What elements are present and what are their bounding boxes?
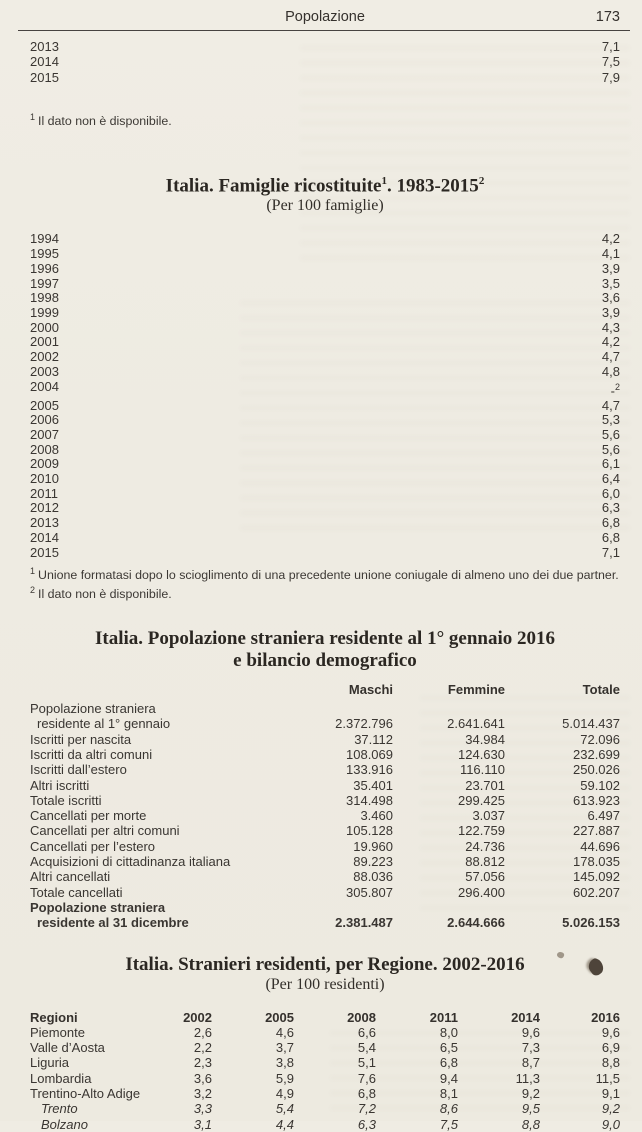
value-totale: 59.102	[580, 777, 620, 793]
year-label: 2000	[30, 319, 59, 335]
value-maschi: 2.372.796	[335, 716, 393, 732]
value-2002: 2,2	[193, 1040, 212, 1056]
value-2011: 8,1	[439, 1086, 458, 1102]
value-2002: 3,3	[193, 1101, 212, 1117]
table-row	[30, 1040, 620, 1055]
value-totale: 250.026	[573, 762, 620, 778]
region-label: Bolzano	[41, 1116, 88, 1132]
row-label: Totale iscritti	[30, 792, 102, 808]
year-row	[30, 321, 620, 336]
row-label: Acquisizioni di cittadinanza italiana	[30, 854, 231, 870]
value-2002: 2,3	[193, 1055, 212, 1071]
section-title-line1: Italia. Popolazione straniera residente al 1° gennaio 2016	[94, 628, 556, 650]
year-row	[30, 262, 620, 277]
row-label: Iscritti da altri comuni	[30, 747, 153, 762]
table-row	[30, 900, 620, 931]
table-row	[30, 701, 620, 732]
year-value: 3,6	[601, 290, 620, 306]
year-row	[30, 443, 620, 458]
year-value: 3,9	[601, 304, 620, 320]
year-label: 2010	[30, 471, 59, 487]
row-label: Altri cancellati	[30, 869, 111, 885]
table-row	[30, 854, 620, 869]
running-header	[30, 9, 620, 28]
value-maschi: 314.498	[346, 792, 393, 808]
year-value: 4,7	[601, 349, 620, 365]
year-row	[30, 428, 620, 443]
bilancio-header-row	[30, 682, 620, 701]
year-row	[30, 457, 620, 472]
footnote	[30, 110, 620, 129]
value-femmine: 296.400	[458, 884, 505, 900]
region-label: Valle d’Aosta	[30, 1040, 105, 1056]
year-label: 1998	[30, 290, 59, 306]
row-label: Cancellati per l’estero	[30, 838, 156, 854]
value-femmine: 88.812	[465, 854, 505, 870]
value-totale: 613.923	[573, 792, 620, 808]
value-femmine: 2.641.641	[447, 716, 505, 732]
year-label: 2004	[30, 378, 59, 394]
row-label: Iscritti per nascita	[30, 731, 132, 747]
regioni-table	[30, 1010, 620, 1132]
value-maschi: 3.460	[360, 808, 393, 824]
section-title-line2: e bilancio demografico	[233, 650, 417, 672]
footnote	[30, 564, 620, 583]
value-2016: 9,1	[601, 1086, 620, 1102]
column-header-2014: 2014	[511, 1009, 540, 1025]
year-row	[30, 365, 620, 380]
value-2008: 6,8	[357, 1086, 376, 1102]
year-value: 6,8	[601, 529, 620, 545]
year-label: 2009	[30, 456, 59, 472]
column-header-2002: 2002	[183, 1009, 212, 1025]
value-2011: 8,0	[439, 1024, 458, 1040]
column-header-2008: 2008	[347, 1009, 376, 1025]
table-row	[30, 808, 620, 823]
table-row	[30, 839, 620, 854]
year-value: 5,6	[601, 426, 620, 442]
year-row	[30, 380, 620, 399]
year-label: 2006	[30, 412, 59, 428]
table-row	[30, 1071, 620, 1086]
value-femmine: 116.110	[459, 762, 505, 778]
value-femmine: 24.736	[465, 838, 505, 854]
value-2008: 6,6	[357, 1024, 376, 1040]
value-femmine: 3.037	[472, 808, 505, 824]
value-2014: 9,6	[521, 1024, 540, 1040]
year-value: 5,3	[601, 412, 620, 428]
table-row	[30, 762, 620, 777]
value-2008: 5,4	[357, 1040, 376, 1056]
year-value: 6,1	[601, 456, 620, 472]
value-maschi: 89.223	[353, 854, 393, 870]
year-row	[30, 232, 620, 247]
table-row	[30, 778, 620, 793]
year-label: 2002	[30, 349, 59, 365]
value-totale: 602.207	[573, 884, 620, 900]
section-title: Italia. Famiglie ricostituite$^1$. 1983-2015$^2$	[165, 175, 485, 197]
year-label: 2015	[30, 69, 59, 85]
year-row	[30, 472, 620, 487]
year-value: 4,8	[601, 363, 620, 379]
year-value: 7,5	[601, 54, 620, 70]
value-totale: 44.696	[580, 838, 620, 854]
row-label: Totale cancellati	[30, 884, 123, 900]
year-value: 5,6	[601, 441, 620, 457]
table-row	[30, 793, 620, 808]
year-value: 6,3	[601, 500, 620, 516]
row-label: Cancellati per altri comuni	[30, 823, 180, 839]
value-femmine: 34.984	[465, 731, 505, 747]
value-maschi: 35.401	[353, 777, 393, 793]
value-2008: 5,1	[357, 1055, 376, 1071]
year-label: 2003	[30, 363, 59, 379]
value-femmine: 57.056	[465, 869, 505, 885]
year-value: 4,3	[601, 319, 620, 335]
year-row	[30, 39, 620, 54]
section-famiglie	[30, 170, 620, 215]
region-label: Liguria	[30, 1055, 70, 1071]
table-row	[30, 1086, 620, 1101]
value-2011: 9,4	[439, 1070, 458, 1086]
value-totale: 145.092	[573, 869, 620, 885]
famiglie-year-list	[30, 232, 620, 560]
table-row	[30, 1101, 620, 1116]
year-row	[30, 306, 620, 321]
year-value: 7,1	[601, 39, 620, 54]
region-label: Trento	[41, 1101, 78, 1117]
year-value: 4,2	[601, 231, 620, 247]
year-row	[30, 501, 620, 516]
year-row	[30, 247, 620, 262]
value-2002: 3,1	[193, 1116, 212, 1132]
year-value: 7,1	[601, 544, 620, 560]
row-label: Altri iscritti	[30, 777, 90, 793]
value-2016: 6,9	[601, 1040, 620, 1056]
table-row	[30, 1117, 620, 1132]
value-maschi: 305.807	[346, 884, 393, 900]
table-row	[30, 732, 620, 747]
value-2005: 4,6	[275, 1024, 294, 1040]
year-label: 2005	[30, 397, 59, 413]
year-value: -$^2$	[610, 381, 620, 398]
value-totale: 5.014.437	[562, 716, 620, 732]
year-label: 2007	[30, 426, 59, 442]
previous-table-continuation	[30, 39, 620, 85]
footnote-marker: 2	[30, 585, 36, 596]
year-value: 3,9	[601, 260, 620, 276]
footnote-marker: 1	[30, 112, 36, 123]
column-header-maschi: Maschi	[348, 682, 393, 698]
value-2005: 4,4	[275, 1116, 294, 1132]
value-2011: 7,5	[439, 1116, 458, 1132]
footnote-text: Unione formatasi dopo lo scioglimento di una precedente unione coniugale di almeno uno dei due partner.	[38, 568, 619, 583]
year-value: 3,5	[601, 275, 620, 291]
row-label: Cancellati per morte	[30, 808, 147, 824]
value-totale: 227.887	[573, 823, 620, 839]
section-regioni	[30, 954, 620, 994]
value-2005: 3,8	[275, 1055, 294, 1071]
footnote	[30, 583, 620, 602]
year-value: 4,7	[601, 397, 620, 413]
value-2016: 8,8	[601, 1055, 620, 1071]
year-label: 2014	[30, 54, 59, 70]
value-2016: 9,0	[601, 1116, 620, 1132]
year-label: 2001	[30, 334, 59, 350]
footnote-text: Il dato non è disponibile.	[38, 587, 172, 602]
year-label: 2013	[30, 515, 59, 531]
value-totale: 178.035	[573, 854, 620, 870]
year-label: 1995	[30, 246, 59, 262]
row-label: Popolazione straniera residente al 31 dicembre	[30, 899, 189, 931]
year-row	[30, 413, 620, 428]
section-title: Italia. Stranieri residenti, per Regione. 2002-2016	[125, 953, 525, 975]
year-value: 4,1	[601, 246, 620, 262]
value-maschi: 105.128	[346, 823, 393, 839]
year-value: 4,2	[601, 334, 620, 350]
year-row	[30, 516, 620, 531]
region-label: Lombardia	[30, 1070, 92, 1086]
value-2014: 9,5	[521, 1101, 540, 1117]
column-header-2016: 2016	[591, 1009, 620, 1025]
value-2005: 4,9	[275, 1086, 294, 1102]
section-bilancio	[30, 628, 620, 672]
value-2002: 2,6	[193, 1024, 212, 1040]
header-rule	[18, 30, 630, 31]
year-row	[30, 546, 620, 561]
year-row	[30, 399, 620, 414]
row-label: Popolazione straniera residente al 1° gennaio	[30, 701, 171, 732]
year-value: 7,9	[601, 69, 620, 85]
value-maschi: 108.069	[346, 747, 393, 762]
year-value: 6,4	[601, 471, 620, 487]
value-maschi: 19.960	[353, 838, 393, 854]
value-2008: 7,2	[357, 1101, 376, 1117]
value-2008: 6,3	[357, 1116, 376, 1132]
page-number: 173	[595, 9, 620, 25]
year-label: 2011	[30, 485, 58, 501]
value-2016: 9,6	[601, 1024, 620, 1040]
value-2016: 11,5	[595, 1070, 620, 1086]
year-value: 6,8	[601, 515, 620, 531]
table-row	[30, 1025, 620, 1040]
value-totale: 72.096	[580, 731, 620, 747]
year-label: 2008	[30, 441, 59, 457]
value-2005: 5,4	[275, 1101, 294, 1117]
year-row	[30, 350, 620, 365]
value-2005: 3,7	[275, 1040, 294, 1056]
region-label: Trentino-Alto Adige	[30, 1086, 141, 1102]
value-2011: 6,8	[439, 1055, 458, 1071]
year-row	[30, 487, 620, 502]
regioni-header-row	[30, 1010, 620, 1025]
region-label: Piemonte	[30, 1024, 85, 1040]
table-row	[30, 869, 620, 884]
year-row	[30, 70, 620, 85]
column-header-2005: 2005	[265, 1009, 294, 1025]
value-femmine: 23.701	[465, 777, 505, 793]
year-row	[30, 291, 620, 306]
famiglie-footnotes	[30, 564, 620, 602]
value-2002: 3,6	[193, 1070, 212, 1086]
year-value: 6,0	[601, 485, 620, 501]
year-label: 1999	[30, 304, 59, 320]
value-femmine: 2.644.666	[447, 915, 505, 931]
section-subtitle: (Per 100 famiglie)	[266, 197, 384, 215]
year-label: 2013	[30, 39, 59, 54]
value-femmine: 299.425	[458, 792, 505, 808]
value-totale: 232.699	[573, 747, 620, 762]
year-row	[30, 54, 620, 69]
year-row	[30, 335, 620, 350]
value-femmine: 122.759	[458, 823, 505, 839]
value-femmine: 124.630	[458, 747, 505, 762]
column-header-femmine: Femmine	[447, 682, 505, 698]
bilancio-table	[30, 682, 620, 930]
table-row	[30, 747, 620, 762]
value-totale: 6.497	[587, 808, 620, 824]
table-row	[30, 885, 620, 900]
row-label: Iscritti dall’estero	[30, 762, 127, 778]
footnote-marker: 1	[30, 566, 36, 577]
value-maschi: 88.036	[353, 869, 393, 885]
year-label: 1996	[30, 260, 59, 276]
year-row	[30, 531, 620, 546]
value-maschi: 2.381.487	[335, 915, 393, 931]
year-label: 2012	[30, 500, 59, 516]
year-row	[30, 277, 620, 292]
column-header-regioni: Regioni	[30, 1009, 78, 1025]
value-2014: 11,3	[515, 1070, 540, 1086]
value-2014: 8,8	[521, 1116, 540, 1132]
section-subtitle: (Per 100 residenti)	[265, 975, 385, 993]
value-2014: 7,3	[521, 1040, 540, 1056]
year-label: 2015	[30, 544, 59, 560]
column-header-2011: 2011	[429, 1009, 458, 1025]
value-2011: 6,5	[439, 1040, 458, 1056]
footnote-text: Il dato non è disponibile.	[38, 114, 172, 129]
table-row	[30, 1055, 620, 1070]
running-header-title: Popolazione	[285, 9, 365, 25]
value-2014: 8,7	[521, 1055, 540, 1071]
value-2008: 7,6	[357, 1070, 376, 1086]
value-2011: 8,6	[439, 1101, 458, 1117]
value-maschi: 37.112	[354, 731, 393, 747]
value-2016: 9,2	[601, 1101, 620, 1117]
value-totale: 5.026.153	[562, 915, 620, 931]
year-label: 1994	[30, 231, 59, 247]
table-row	[30, 823, 620, 838]
value-2002: 3,2	[193, 1086, 212, 1102]
value-2014: 9,2	[521, 1086, 540, 1102]
year-label: 2014	[30, 529, 59, 545]
column-header-totale: Totale	[582, 682, 620, 698]
column-header-empty	[30, 682, 293, 701]
value-maschi: 133.916	[346, 762, 393, 778]
year-label: 1997	[30, 275, 59, 291]
value-2005: 5,9	[275, 1070, 294, 1086]
